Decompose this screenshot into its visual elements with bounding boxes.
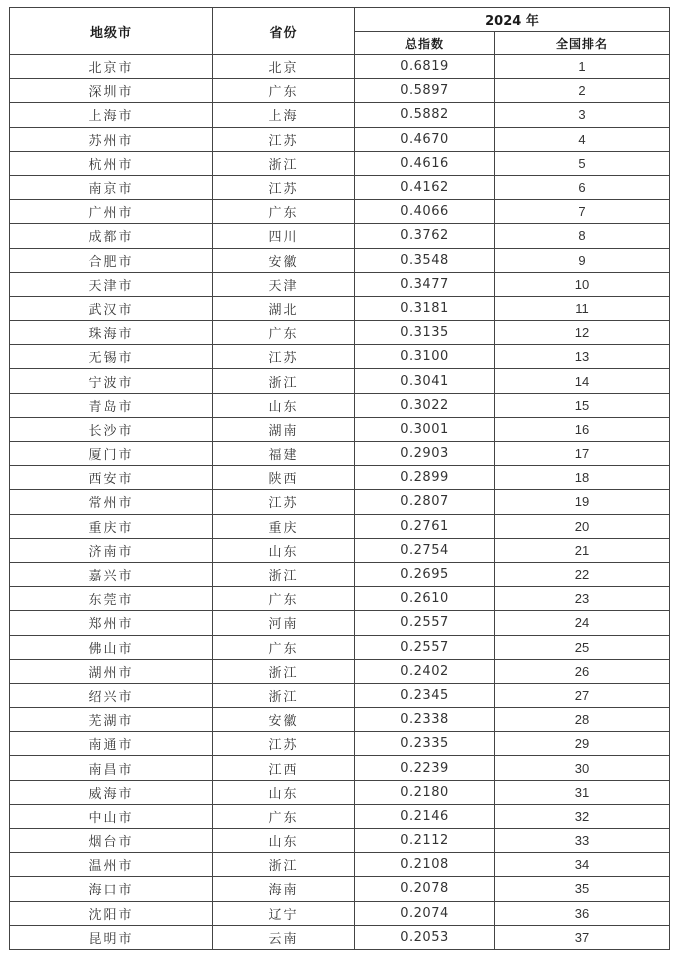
index-cell: 0.2761 <box>355 514 495 538</box>
province-cell: 广东 <box>213 635 355 659</box>
index-cell: 0.2557 <box>355 611 495 635</box>
table-row <box>10 780 670 804</box>
header-year: 2024 年 <box>355 8 670 32</box>
index-cell: 0.3477 <box>355 272 495 296</box>
province-cell: 四川 <box>213 224 355 248</box>
index-cell: 0.5882 <box>355 103 495 127</box>
province-cell: 云南 <box>213 925 355 949</box>
index-cell: 0.3135 <box>355 321 495 345</box>
rank-cell: 13 <box>495 345 670 369</box>
city-cell: 中山市 <box>10 804 213 828</box>
ranking-table <box>9 7 670 950</box>
province-cell: 广东 <box>213 804 355 828</box>
rank-cell: 1 <box>495 55 670 79</box>
header-province: 省份 <box>213 8 355 55</box>
rank-cell: 15 <box>495 393 670 417</box>
index-cell: 0.2807 <box>355 490 495 514</box>
index-cell: 0.2239 <box>355 756 495 780</box>
rank-cell: 2 <box>495 79 670 103</box>
index-cell: 0.2074 <box>355 901 495 925</box>
city-cell: 广州市 <box>10 200 213 224</box>
rank-cell: 36 <box>495 901 670 925</box>
index-cell: 0.3548 <box>355 248 495 272</box>
table-row <box>10 466 670 490</box>
header-city: 地级市 <box>10 8 213 55</box>
city-cell: 北京市 <box>10 55 213 79</box>
city-cell: 上海市 <box>10 103 213 127</box>
province-cell: 陕西 <box>213 466 355 490</box>
table-row <box>10 248 670 272</box>
index-cell: 0.4616 <box>355 151 495 175</box>
province-cell: 山东 <box>213 780 355 804</box>
province-cell: 北京 <box>213 55 355 79</box>
province-cell: 河南 <box>213 611 355 635</box>
city-cell: 常州市 <box>10 490 213 514</box>
city-cell: 沈阳市 <box>10 901 213 925</box>
rank-cell: 35 <box>495 877 670 901</box>
header-rank: 全国排名 <box>495 32 670 55</box>
rank-cell: 23 <box>495 587 670 611</box>
province-cell: 辽宁 <box>213 901 355 925</box>
city-cell: 武汉市 <box>10 296 213 320</box>
province-cell: 安徽 <box>213 708 355 732</box>
rank-cell: 34 <box>495 853 670 877</box>
index-cell: 0.2338 <box>355 708 495 732</box>
index-cell: 0.2695 <box>355 562 495 586</box>
city-cell: 郑州市 <box>10 611 213 635</box>
city-cell: 嘉兴市 <box>10 562 213 586</box>
index-cell: 0.4670 <box>355 127 495 151</box>
rank-cell: 33 <box>495 829 670 853</box>
rank-cell: 31 <box>495 780 670 804</box>
city-cell: 绍兴市 <box>10 683 213 707</box>
province-cell: 浙江 <box>213 683 355 707</box>
rank-cell: 5 <box>495 151 670 175</box>
table-row <box>10 151 670 175</box>
rank-cell: 14 <box>495 369 670 393</box>
city-cell: 济南市 <box>10 538 213 562</box>
index-cell: 0.2053 <box>355 925 495 949</box>
table-row <box>10 611 670 635</box>
province-cell: 浙江 <box>213 369 355 393</box>
rank-cell: 26 <box>495 659 670 683</box>
province-cell: 山东 <box>213 538 355 562</box>
rank-cell: 30 <box>495 756 670 780</box>
city-cell: 长沙市 <box>10 417 213 441</box>
index-cell: 0.2903 <box>355 442 495 466</box>
index-cell: 0.2402 <box>355 659 495 683</box>
rank-cell: 27 <box>495 683 670 707</box>
index-cell: 0.2335 <box>355 732 495 756</box>
rank-cell: 21 <box>495 538 670 562</box>
index-cell: 0.3001 <box>355 417 495 441</box>
city-cell: 无锡市 <box>10 345 213 369</box>
city-cell: 西安市 <box>10 466 213 490</box>
index-cell: 0.3100 <box>355 345 495 369</box>
rank-cell: 16 <box>495 417 670 441</box>
province-cell: 山东 <box>213 393 355 417</box>
city-cell: 芜湖市 <box>10 708 213 732</box>
table-row <box>10 756 670 780</box>
rank-cell: 11 <box>495 296 670 320</box>
table-row <box>10 562 670 586</box>
table-row <box>10 683 670 707</box>
city-cell: 珠海市 <box>10 321 213 345</box>
province-cell: 江苏 <box>213 490 355 514</box>
table-row <box>10 272 670 296</box>
province-cell: 湖南 <box>213 417 355 441</box>
table-row <box>10 659 670 683</box>
index-cell: 0.3041 <box>355 369 495 393</box>
province-cell: 浙江 <box>213 659 355 683</box>
city-cell: 海口市 <box>10 877 213 901</box>
rank-cell: 29 <box>495 732 670 756</box>
index-cell: 0.4066 <box>355 200 495 224</box>
table-row <box>10 369 670 393</box>
city-cell: 昆明市 <box>10 925 213 949</box>
city-cell: 厦门市 <box>10 442 213 466</box>
province-cell: 江苏 <box>213 732 355 756</box>
city-cell: 烟台市 <box>10 829 213 853</box>
table-row <box>10 732 670 756</box>
city-cell: 重庆市 <box>10 514 213 538</box>
city-cell: 湖州市 <box>10 659 213 683</box>
province-cell: 江西 <box>213 756 355 780</box>
city-cell: 宁波市 <box>10 369 213 393</box>
rank-cell: 28 <box>495 708 670 732</box>
city-cell: 东莞市 <box>10 587 213 611</box>
rank-cell: 24 <box>495 611 670 635</box>
province-cell: 浙江 <box>213 562 355 586</box>
table-row <box>10 321 670 345</box>
province-cell: 广东 <box>213 587 355 611</box>
table-row <box>10 538 670 562</box>
province-cell: 福建 <box>213 442 355 466</box>
index-cell: 0.3022 <box>355 393 495 417</box>
table-row <box>10 345 670 369</box>
province-cell: 江苏 <box>213 175 355 199</box>
table-row <box>10 804 670 828</box>
province-cell: 山东 <box>213 829 355 853</box>
province-cell: 上海 <box>213 103 355 127</box>
index-cell: 0.2557 <box>355 635 495 659</box>
rank-cell: 12 <box>495 321 670 345</box>
table-row <box>10 853 670 877</box>
index-cell: 0.2610 <box>355 587 495 611</box>
table-row <box>10 393 670 417</box>
province-cell: 广东 <box>213 79 355 103</box>
province-cell: 浙江 <box>213 853 355 877</box>
rank-cell: 3 <box>495 103 670 127</box>
table-row <box>10 224 670 248</box>
city-cell: 南京市 <box>10 175 213 199</box>
index-cell: 0.2112 <box>355 829 495 853</box>
province-cell: 广东 <box>213 200 355 224</box>
province-cell: 安徽 <box>213 248 355 272</box>
table-row <box>10 200 670 224</box>
rank-cell: 18 <box>495 466 670 490</box>
city-cell: 成都市 <box>10 224 213 248</box>
province-cell: 广东 <box>213 321 355 345</box>
city-cell: 南昌市 <box>10 756 213 780</box>
rank-cell: 25 <box>495 635 670 659</box>
index-cell: 0.2345 <box>355 683 495 707</box>
rank-cell: 6 <box>495 175 670 199</box>
rank-cell: 7 <box>495 200 670 224</box>
rank-cell: 10 <box>495 272 670 296</box>
table-row <box>10 417 670 441</box>
city-cell: 深圳市 <box>10 79 213 103</box>
city-cell: 青岛市 <box>10 393 213 417</box>
city-cell: 南通市 <box>10 732 213 756</box>
index-cell: 0.2899 <box>355 466 495 490</box>
city-cell: 天津市 <box>10 272 213 296</box>
province-cell: 江苏 <box>213 345 355 369</box>
city-cell: 温州市 <box>10 853 213 877</box>
city-cell: 杭州市 <box>10 151 213 175</box>
table-row <box>10 296 670 320</box>
table-row <box>10 103 670 127</box>
table-row <box>10 587 670 611</box>
province-cell: 湖北 <box>213 296 355 320</box>
city-cell: 威海市 <box>10 780 213 804</box>
province-cell: 浙江 <box>213 151 355 175</box>
table-row <box>10 925 670 949</box>
rank-cell: 32 <box>495 804 670 828</box>
table-body <box>10 55 670 950</box>
index-cell: 0.2078 <box>355 877 495 901</box>
province-cell: 重庆 <box>213 514 355 538</box>
table-row <box>10 490 670 514</box>
table-row <box>10 829 670 853</box>
table-header <box>10 8 670 55</box>
table-row <box>10 514 670 538</box>
rank-cell: 19 <box>495 490 670 514</box>
table-row <box>10 442 670 466</box>
rank-cell: 37 <box>495 925 670 949</box>
table-row <box>10 901 670 925</box>
table-row <box>10 635 670 659</box>
province-cell: 天津 <box>213 272 355 296</box>
rank-cell: 17 <box>495 442 670 466</box>
index-cell: 0.2180 <box>355 780 495 804</box>
city-cell: 合肥市 <box>10 248 213 272</box>
index-cell: 0.2108 <box>355 853 495 877</box>
rank-cell: 20 <box>495 514 670 538</box>
table-row <box>10 79 670 103</box>
table-row <box>10 127 670 151</box>
header-index: 总指数 <box>355 32 495 55</box>
table-row <box>10 877 670 901</box>
index-cell: 0.3762 <box>355 224 495 248</box>
table-row <box>10 175 670 199</box>
rank-cell: 22 <box>495 562 670 586</box>
index-cell: 0.3181 <box>355 296 495 320</box>
province-cell: 江苏 <box>213 127 355 151</box>
rank-cell: 9 <box>495 248 670 272</box>
table-row <box>10 55 670 79</box>
city-cell: 苏州市 <box>10 127 213 151</box>
rank-cell: 8 <box>495 224 670 248</box>
table-row <box>10 708 670 732</box>
rank-cell: 4 <box>495 127 670 151</box>
index-cell: 0.2754 <box>355 538 495 562</box>
province-cell: 海南 <box>213 877 355 901</box>
index-cell: 0.5897 <box>355 79 495 103</box>
city-cell: 佛山市 <box>10 635 213 659</box>
index-cell: 0.6819 <box>355 55 495 79</box>
index-cell: 0.2146 <box>355 804 495 828</box>
index-cell: 0.4162 <box>355 175 495 199</box>
